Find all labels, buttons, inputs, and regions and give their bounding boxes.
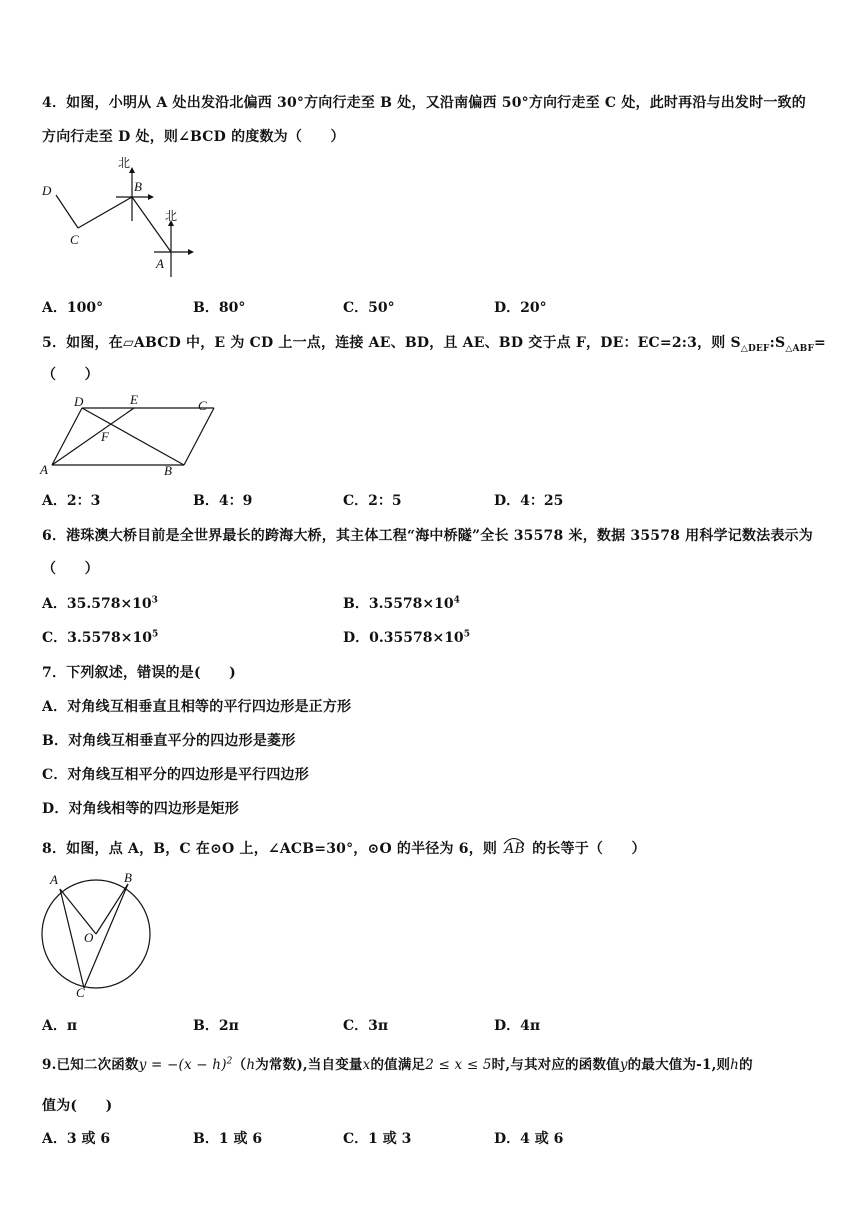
q9-option-c: C．1 或 3: [343, 1131, 412, 1147]
q6-option-a: [42, 593, 158, 613]
q9-var-y: y: [619, 1057, 628, 1073]
q6-option-c: [42, 627, 158, 647]
q9-var-h2: h: [730, 1057, 740, 1073]
q5-text-d: =: [814, 335, 826, 351]
q5-label-C: C: [198, 398, 207, 413]
q4-north-label-1: 北: [118, 156, 131, 170]
q4-stem-line2: 方向行走至 D 处，则∠BCD 的度数为（ ）: [42, 129, 345, 145]
q9-var-x: x: [362, 1057, 371, 1073]
q4-north-label-2: 北: [165, 209, 178, 223]
q7-option-a: A．对角线互相垂直且相等的平行四边形是正方形: [42, 699, 352, 715]
q8-label-C: C: [76, 985, 85, 1000]
q8-option-b: B．2π: [193, 1018, 239, 1034]
q5-stem-line2: （ ）: [42, 367, 99, 383]
q6-option-d-exp: 5: [463, 629, 470, 640]
q9-range: 2 ≤ x ≤ 5: [425, 1057, 492, 1073]
q8-label-O: O: [84, 930, 94, 945]
q9-text-e: 时,与其对应的函数值: [491, 1057, 620, 1073]
q6-option-c-base: C．3.5578×10: [42, 630, 152, 646]
q7-option-d: D．对角线相等的四边形是矩形: [42, 801, 239, 817]
q5-sub-def: △DEF: [740, 343, 770, 354]
q9-stem-line1: [42, 1053, 753, 1073]
q5-label-D: D: [74, 395, 84, 409]
q8-figure: [38, 868, 158, 1000]
q8-option-a: A．π: [42, 1018, 78, 1034]
q9-option-a: A．3 或 6: [42, 1131, 111, 1147]
q4-figure: [38, 155, 208, 285]
q5-option-b: B．4：9: [193, 493, 253, 509]
q8-label-B: B: [124, 870, 132, 885]
q6-option-d-base: D．0.35578×10: [343, 630, 464, 646]
parallelogram-symbol: ▱: [122, 335, 134, 351]
arc-label: AB: [504, 841, 526, 857]
q5-stem-line1: [42, 332, 826, 354]
q5-label-B: B: [164, 463, 172, 478]
q4-option-c: C．50°: [343, 300, 395, 316]
q9-formula: y = −(x − h): [138, 1057, 227, 1073]
q8-option-d: D．4π: [494, 1018, 541, 1034]
q4-label-D: D: [42, 183, 52, 198]
q8-stem: [42, 838, 646, 858]
q9-option-d: D．4 或 6: [494, 1131, 564, 1147]
q5-option-d: D．4：25: [494, 493, 564, 509]
arc-mark-icon: [502, 835, 526, 845]
q4-stem-line1: 4．如图，小明从 A 处出发沿北偏西 30°方向行走至 B 处，又沿南偏西 50°方向行走至 C 处，此时再沿与出发时一致的: [42, 95, 806, 111]
q6-option-a-exp: 3: [151, 595, 158, 606]
q7-option-b: B．对角线互相垂直平分的四边形是菱形: [42, 733, 296, 749]
q6-option-b-exp: 4: [453, 595, 460, 606]
q8-text-b: 的长等于（ ）: [532, 841, 646, 857]
q6-stem-line1: 6．港珠澳大桥目前是全世界最长的跨海大桥，其主体工程“海中桥隧”全长 35578 米，数据 35578 用科学记数法表示为: [42, 528, 813, 544]
q9-stem-line2: 值为( ): [42, 1098, 113, 1114]
q4-option-a: A．100°: [42, 300, 104, 316]
q6-option-c-exp: 5: [151, 629, 159, 640]
q9-text-b: （: [232, 1057, 247, 1073]
q4-label-A: A: [156, 256, 164, 271]
arc-ab: [502, 841, 527, 857]
q9-formula-exp: 2: [226, 1056, 233, 1067]
q5-label-F: F: [101, 429, 109, 444]
q9-text-f: 的最大值为-1,则: [627, 1057, 731, 1073]
q6-stem-line2: （ ）: [42, 561, 99, 577]
q5-label-E: E: [130, 395, 138, 407]
q6-option-b: [343, 593, 460, 613]
q5-figure: [38, 395, 218, 480]
q5-option-a: A．2：3: [42, 493, 101, 509]
q4-option-b: B．80°: [193, 300, 246, 316]
q8-option-c: C．3π: [343, 1018, 389, 1034]
q5-text-b: ABCD 中，E 为 CD 上一点，连接 AE、BD，且 AE、BD 交于点 F，DE：EC=2:3，则 S: [133, 335, 741, 351]
q8-label-A: A: [50, 872, 58, 887]
q7-stem: 7．下列叙述，错误的是( ): [42, 665, 236, 681]
q6-option-b-base: B．3.5578×10: [343, 596, 454, 612]
q5-label-A: A: [40, 462, 48, 477]
q8-text-a: 8．如图，点 A，B，C 在⊙O 上，∠ACB=30°，⊙O 的半径为 6，则: [42, 841, 498, 857]
q4-option-d: D．20°: [494, 300, 547, 316]
q5-option-c: C．2：5: [343, 493, 402, 509]
q6-option-d: [343, 627, 470, 647]
q5-text-c: :S: [769, 335, 786, 351]
q7-option-c: C．对角线互相平分的四边形是平行四边形: [42, 767, 309, 783]
q4-label-B: B: [134, 179, 142, 194]
q6-option-a-base: A．35.578×10: [42, 596, 152, 612]
q5-sub-abf: △ABF: [785, 343, 815, 354]
q9-option-b: B．1 或 6: [193, 1131, 263, 1147]
q4-label-C: C: [70, 232, 79, 247]
q9-text-g: 的: [739, 1057, 753, 1073]
q9-var-h1: h: [246, 1057, 256, 1073]
q9-text-a: 9.已知二次函数: [42, 1057, 139, 1073]
q9-text-c: 为常数),当自变量: [255, 1057, 363, 1073]
q9-text-d: 的值满足: [370, 1057, 426, 1073]
q5-text-a: 5．如图，在: [42, 335, 123, 351]
